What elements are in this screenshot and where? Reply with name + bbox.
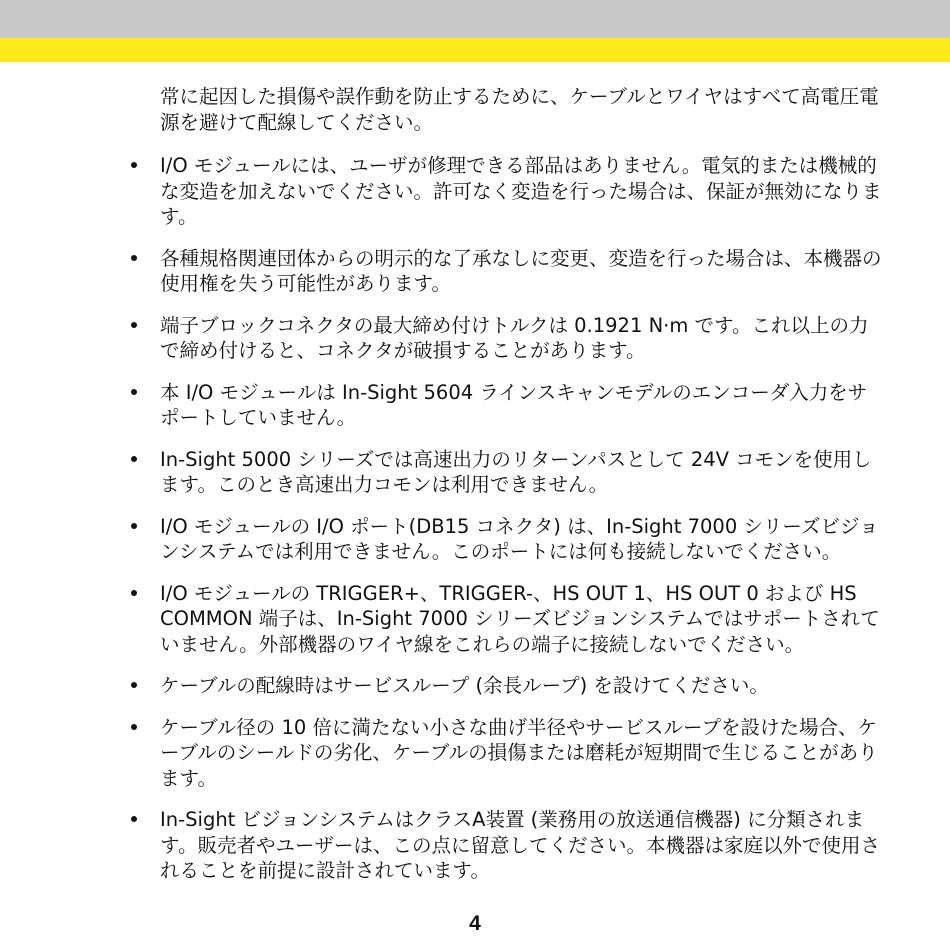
bullet-dot-icon [131,255,137,261]
list-item [160,380,885,431]
bullet-dot-icon [131,724,137,730]
list-item-text: In-Sight ビジョンシステムはクラスA装置 (業務用の放送通信機器) に分類されます。販売者やユーザーは、この点に留意してください。本機器は家庭以外で使用されることを前提に設計されています。 [160,808,880,882]
list-item [160,807,885,884]
list-item-text: 各種規格関連団体からの明示的な了承なしに変更、変造を行った場合は、本機器の使用権を失う可能性があります。 [160,246,882,295]
document-body [160,84,885,900]
list-item [160,715,885,792]
list-item [160,246,885,297]
list-item-text: 本 I/O モジュールは In-Sight 5604 ラインスキャンモデルのエンコーダ入力をサポートしていません。 [160,380,868,429]
header-band-yellow [0,38,950,62]
bullet-dot-icon [131,162,137,168]
list-item [160,673,885,699]
list-item [160,153,885,230]
list-item [160,313,885,364]
list-item [160,447,885,498]
list-item-text: In-Sight 5000 シリーズでは高速出力のリターンパスとして 24V コモンを使用します。このとき高速出力コモンは利用できません。 [160,447,872,496]
intro-paragraph: 常に起因した損傷や誤作動を防止するために、ケーブルとワイヤはすべて高電圧電源を避けて配線してください。 [160,85,879,134]
list-item-text: ケーブル径の 10 倍に満たない小さな曲げ半径やサービスループを設けた場合、ケーブルのシールドの劣化、ケーブルの損傷または磨耗が短期間で生じることがあります。 [160,715,878,790]
bullet-dot-icon [131,389,137,395]
bullet-dot-icon [131,456,137,462]
caution-list [160,153,885,884]
header-band-gray [0,0,950,38]
bullet-dot-icon [131,816,137,822]
bullet-dot-icon [131,322,137,328]
list-item-text: I/O モジュールには、ユーザが修理できる部品はありません。電気的または機械的な変造を加えないでください。許可なく変造を行った場合は、保証が無効になります。 [160,154,882,228]
list-item [160,514,885,565]
list-item-text: I/O モジュールの I/O ポート(DB15 コネクタ) は、In-Sight 7000 シリーズビジョンシステムでは利用できません。このポートには何も接続しないでください。 [160,514,879,563]
list-item-text: I/O モジュールの TRIGGER+、TRIGGER-、HS OUT 1、HS OUT 0 および HS COMMON 端子は、In-Sight 7000 シリーズビジョンシステムではサポートされていません。外部機器のワイヤ線をこれらの端子に接続しないでください。 [160,581,880,656]
list-item-text: 端子ブロックコネクタの最大締め付けトルクは 0.1921 N·m です。これ以上の力で締め付けると、コネクタが破損することがあります。 [160,313,869,362]
bullet-dot-icon [131,682,137,688]
list-item [160,581,885,658]
list-item-text: ケーブルの配線時はサービスループ (余長ループ) を設けてください。 [160,674,769,697]
bullet-dot-icon [131,523,137,529]
page-number: 4 [469,912,481,935]
bullet-dot-icon [131,590,137,596]
